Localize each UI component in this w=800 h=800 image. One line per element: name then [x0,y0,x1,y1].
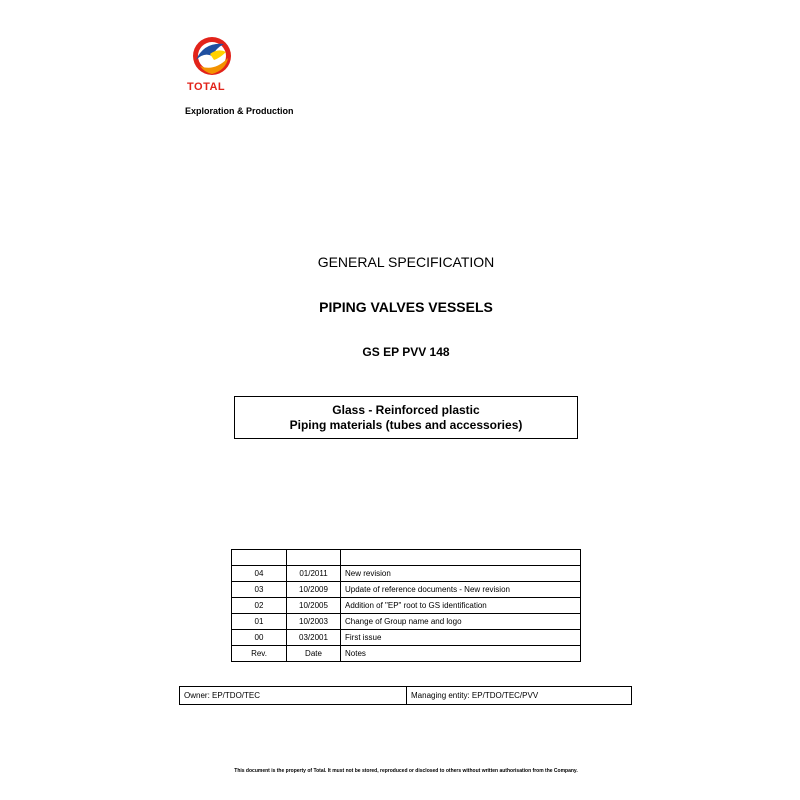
notes-cell: Update of reference documents - New revision [341,582,581,598]
rev-cell: 04 [232,566,287,582]
table-cell [341,550,581,566]
notes-cell: New revision [341,566,581,582]
spec-title-line2: Piping materials (tubes and accessories) [289,417,523,432]
table-cell [287,550,341,566]
rev-cell: 02 [232,598,287,614]
revision-table [231,549,581,662]
table-row [232,630,581,646]
managing-entity-label: Managing entity: EP/TDO/TEC/PVV [411,691,539,700]
notes-cell: First issue [341,630,581,646]
spec-category: PIPING VALVES VESSELS [319,299,493,315]
spec-title-box [234,396,578,439]
date-cell: 03/2001 [287,630,341,646]
date-cell: 01/2011 [287,566,341,582]
date-cell: 10/2003 [287,614,341,630]
table-cell [232,550,287,566]
date-cell: 10/2005 [287,598,341,614]
table-row [232,582,581,598]
spec-type: GENERAL SPECIFICATION [317,254,495,270]
date-cell: 10/2009 [287,582,341,598]
spec-title-line1: Glass - Reinforced plastic [332,402,480,417]
owner-label: Owner: EP/TDO/TEC [180,687,407,704]
table-row [232,614,581,630]
table-row [232,598,581,614]
notes-cell: Addition of "EP" root to GS identification [341,598,581,614]
rev-cell: 01 [232,614,287,630]
notes-header: Notes [341,646,581,662]
notes-cell: Change of Group name and logo [341,614,581,630]
total-logo-icon [190,34,234,78]
brand-name: TOTAL [187,81,226,93]
ownership-box [179,686,632,705]
table-row [232,566,581,582]
date-header: Date [287,646,341,662]
confidentiality-notice: This document is the property of Total. It must not be stored, reproduced or disclosed to others without written authorisation from the Company. [234,768,578,774]
revision-header-row [232,646,581,662]
rev-cell: 03 [232,582,287,598]
spec-reference: GS EP PVV 148 [362,345,450,359]
division-label: Exploration & Production [185,106,294,116]
rev-cell: 00 [232,630,287,646]
rev-header: Rev. [232,646,287,662]
revision-blank-row [232,550,581,566]
